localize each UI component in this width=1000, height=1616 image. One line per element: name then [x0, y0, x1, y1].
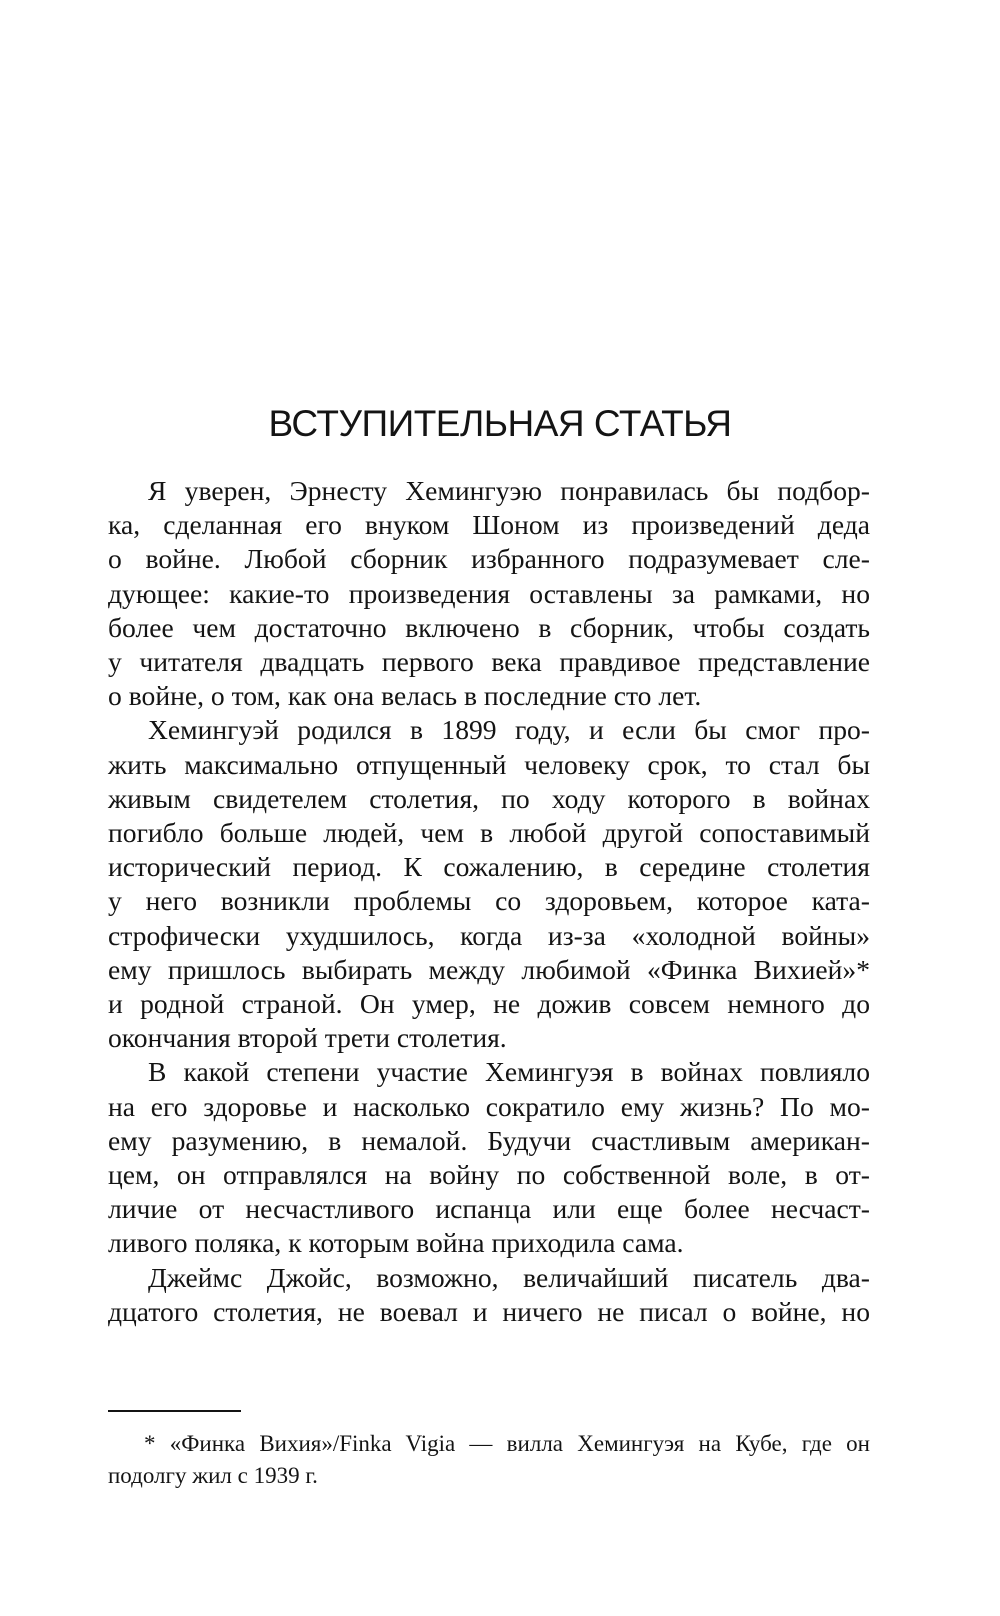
text-line: окончания второй трети столетия. — [108, 1022, 507, 1054]
text-line: жить максимально отпущенный человеку срок, то стал бы — [108, 748, 870, 780]
text-line: дцатого столетия, не воевал и ничего не писал о войне, но — [108, 1295, 870, 1327]
text-line: В какой степени участие Хемингуэя в войнах повлияло — [148, 1056, 870, 1088]
text-line: ливого поляка, к которым война приходила сама. — [108, 1227, 684, 1259]
text-line: цем, он отправлялся на войну по собственной воле, в от- — [108, 1159, 870, 1191]
footnote-line: * «Финка Вихия»/Finka Vigia — вилла Хемингуэя на Кубе, где он — [144, 1431, 870, 1456]
text-line: погибло больше людей, чем в любой другой сопоставимый — [108, 817, 870, 849]
text-line: строфически ухудшилось, когда из-за «холодной войны» — [108, 919, 870, 951]
text-line: ему разумению, в немалой. Будучи счастливым американ- — [108, 1124, 870, 1156]
text-line: у читателя двадцать первого века правдивое представление — [108, 646, 870, 678]
text-line: более чем достаточно включено в сборник, чтобы создать — [108, 611, 870, 643]
footnote-divider — [108, 1410, 241, 1412]
text-line: на его здоровье и насколько сократило ему жизнь? По мо- — [108, 1090, 870, 1122]
text-line: личие от несчастливого испанца или еще более несчаст- — [108, 1193, 870, 1225]
body-text — [108, 474, 870, 1329]
text-line: ка, сделанная его внуком Шоном из произведений деда — [108, 509, 870, 541]
paragraph — [108, 1055, 870, 1260]
text-line: Джеймс Джойс, возможно, величайший писатель два- — [148, 1261, 870, 1293]
text-line: Я уверен, Эрнесту Хемингуэю понравилась бы подбор- — [148, 475, 870, 506]
paragraph — [108, 474, 870, 713]
text-line: исторический период. К сожалению, в середине столетия — [108, 851, 870, 883]
paragraph — [108, 713, 870, 1055]
chapter-heading: ВСТУПИТЕЛЬНАЯ СТАТЬЯ — [268, 403, 732, 444]
text-line: Хемингуэй родился в 1899 году, и если бы смог про- — [148, 714, 870, 746]
footnote-line: подолгу жил с 1939 г. — [108, 1463, 318, 1488]
text-line: о войне, о том, как она велась в последние сто лет. — [108, 680, 702, 712]
text-line: о войне. Любой сборник избранного подразумевает сле- — [108, 543, 870, 575]
footnote — [108, 1428, 870, 1492]
text-line: живым свидетелем столетия, по ходу которого в войнах — [108, 782, 870, 814]
paragraph — [108, 1261, 870, 1329]
text-line: у него возникли проблемы со здоровьем, которое ката- — [108, 885, 870, 917]
text-line: ему пришлось выбирать между любимой «Финка Вихией»* — [108, 953, 870, 985]
text-line: и родной страной. Он умер, не дожив совсем немного до — [108, 988, 870, 1020]
text-line: дующее: какие-то произведения оставлены за рамками, но — [108, 577, 870, 609]
